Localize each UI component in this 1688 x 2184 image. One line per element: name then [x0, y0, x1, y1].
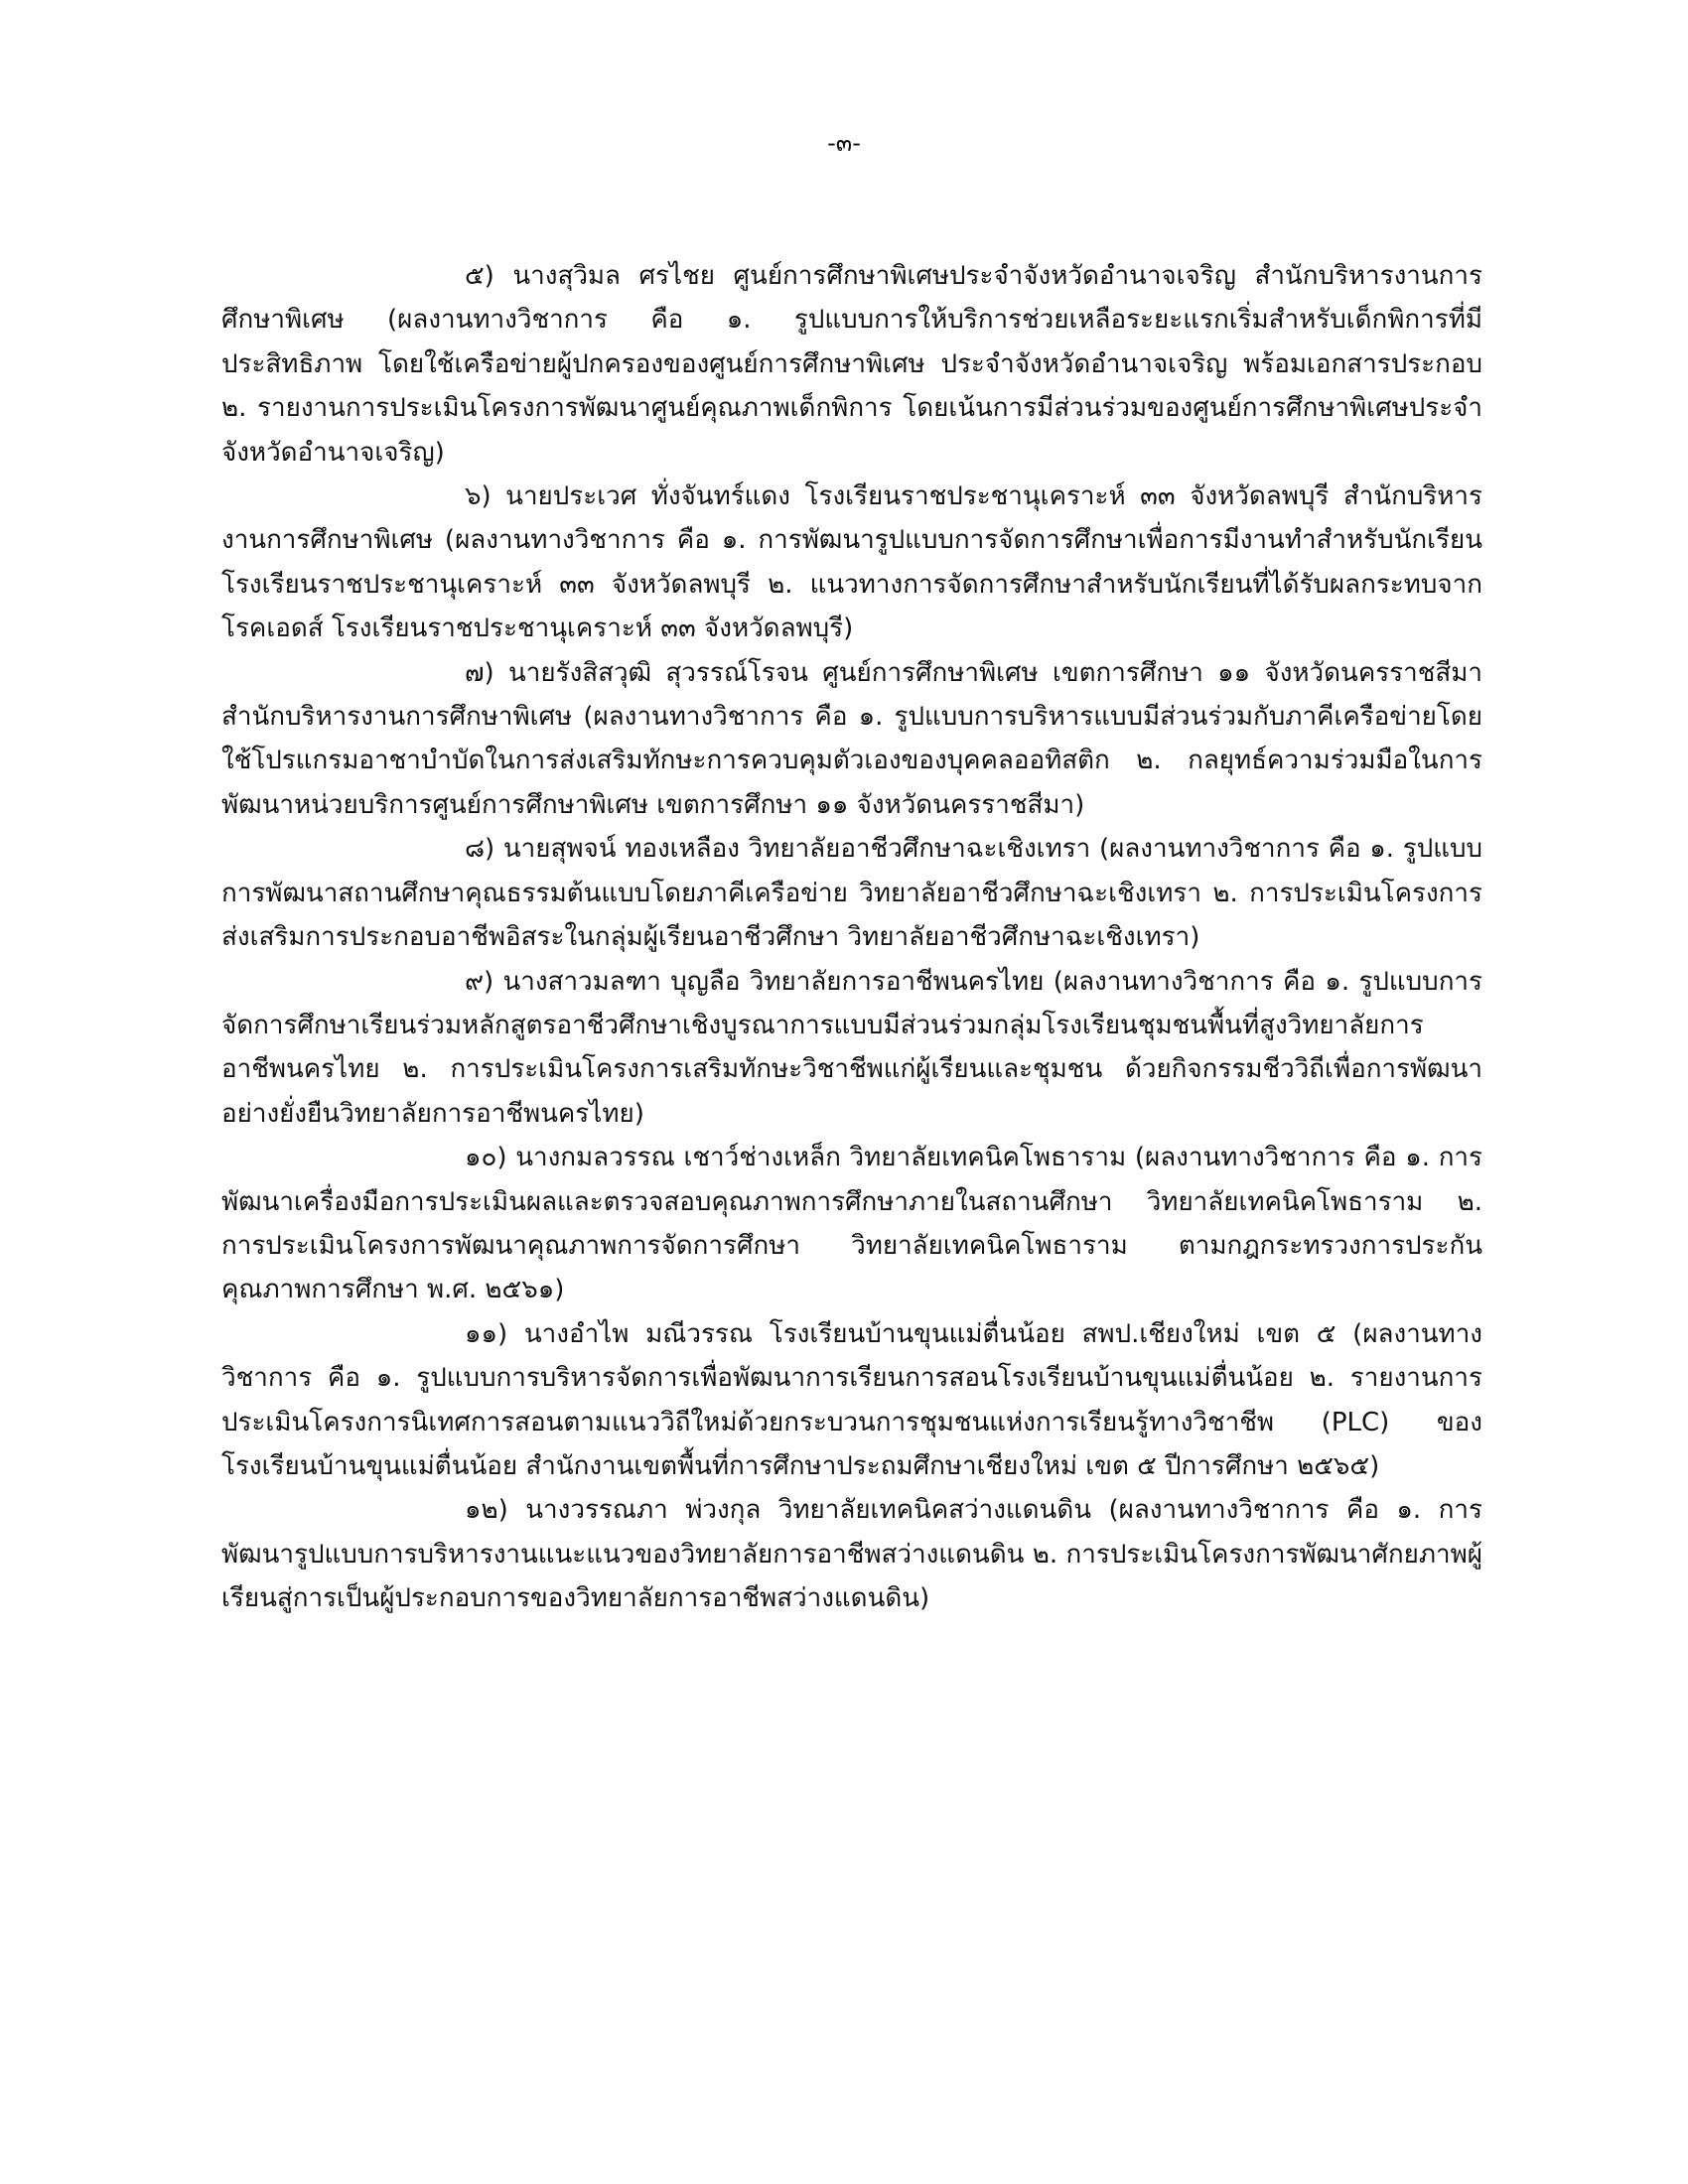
list-item-6: ๖) นายประเวศ ทั่งจันทร์แดง โรงเรียนราชประชานุเคราะห์ ๓๓ จังหวัดลพบุรี สำนักบริหารงานการศึกษาพิเศษ (ผลงานทางวิชาการ คือ ๑. การพัฒนารูปแบบการจัดการศึกษาเพื่อการมีงานทำสำหรับนักเรียนโรงเรียนราชประชานุเคราะห์ ๓๓ จังหวัดลพบุรี ๒. แนวทางการจัดการศึกษาสำหรับนักเรียนที่ได้รับผลกระทบจากโรคเอดส์ โรงเรียนราชประชานุเคราะห์ ๓๓ จังหวัดลพบุรี): [221, 481, 1482, 644]
list-item-8: ๘) นายสุพจน์ ทองเหลือง วิทยาลัยอาชีวศึกษาฉะเชิงเทรา (ผลงานทางวิชาการ คือ ๑. รูปแบบการพัฒนาสถานศึกษาคุณธรรมต้นแบบโดยภาคีเครือข่าย วิทยาลัยอาชีวศึกษาฉะเชิงเทรา ๒. การประเมินโครงการส่งเสริมการประกอบอาชีพอิสระในกลุ่มผู้เรียนอาชีวศึกษา วิทยาลัยอาชีวศึกษาฉะเชิงเทรา): [221, 834, 1482, 953]
page-number: -๓-: [827, 129, 861, 157]
list-item-10: ๑๐) นางกมลวรรณ เชาว์ช่างเหล็ก วิทยาลัยเทคนิคโพธาราม (ผลงานทางวิชาการ คือ ๑. การพัฒนาเครื่องมือการประเมินผลและตรวจสอบคุณภาพการศึกษาภายในสถานศึกษา วิทยาลัยเทคนิคโพธาราม ๒. การประเมินโครงการพัฒนาคุณภาพการจัดการศึกษา วิทยาลัยเทคนิคโพธาราม ตามกฎกระทรวงการประกันคุณภาพการศึกษา พ.ศ. ๒๕๖๑): [221, 1143, 1482, 1305]
document-body: [221, 254, 1482, 1621]
list-item-5: ๕) นางสุวิมล ศรไชย ศูนย์การศึกษาพิเศษประจำจังหวัดอำนาจเจริญ สำนักบริหารงานการศึกษาพิเศษ (ผลงานทางวิชาการ คือ ๑. รูปแบบการให้บริการช่วยเหลือระยะแรกเริ่มสำหรับเด็กพิการที่มีประสิทธิภาพ โดยใช้เครือข่ายผู้ปกครองของศูนย์การศึกษาพิเศษ ประจำจังหวัดอำนาจเจริญ พร้อมเอกสารประกอบ ๒. รายงานการประเมินโครงการพัฒนาศูนย์คุณภาพเด็กพิการ โดยเน้นการมีส่วนร่วมของศูนย์การศึกษาพิเศษประจำจังหวัดอำนาจเจริญ): [221, 261, 1482, 468]
list-item-11: ๑๑) นางอำไพ มณีวรรณ โรงเรียนบ้านขุนแม่ตื่นน้อย สพป.เชียงใหม่ เขต ๕ (ผลงานทางวิชาการ คือ ๑. รูปแบบการบริหารจัดการเพื่อพัฒนาการเรียนการสอนโรงเรียนบ้านขุนแม่ตื่นน้อย ๒. รายงานการประเมินโครงการนิเทศการสอนตามแนววิถีใหม่ด้วยกระบวนการชุมชนแห่งการเรียนรู้ทางวิชาชีพ (PLC) ของโรงเรียนบ้านขุนแม่ตื่นน้อย สำนักงานเขตพื้นที่การศึกษาประถมศึกษาเชียงใหม่ เขต ๕ ปีการศึกษา ๒๕๖๕): [221, 1318, 1482, 1481]
list-item-12: ๑๒) นางวรรณภา พ่วงกุล วิทยาลัยเทคนิคสว่างแดนดิน (ผลงานทางวิชาการ คือ ๑. การพัฒนารูปแบบการบริหารงานแนะแนวของวิทยาลัยการอาชีพสว่างแดนดิน ๒. การประเมินโครงการพัฒนาศักยภาพผู้เรียนสู่การเป็นผู้ประกอบการของวิทยาลัยการอาชีพสว่างแดนดิน): [221, 1495, 1482, 1614]
list-item-9: ๙) นางสาวมลฑา บุญลือ วิทยาลัยการอาชีพนครไทย (ผลงานทางวิชาการ คือ ๑. รูปแบบการจัดการศึกษาเรียนร่วมหลักสูตรอาชีวศึกษาเชิงบูรณาการแบบมีส่วนร่วมกลุ่มโรงเรียนชุมชนพื้นที่สูงวิทยาลัยการอาชีพนครไทย ๒. การประเมินโครงการเสริมทักษะวิชาชีพแก่ผู้เรียนและชุมชน ด้วยกิจกรรมชีววิถีเพื่อการพัฒนาอย่างยั่งยืนวิทยาลัยการอาชีพนครไทย): [221, 966, 1482, 1129]
list-item-7: ๗) นายรังสิสวุฒิ สุวรรณ์โรจน ศูนย์การศึกษาพิเศษ เขตการศึกษา ๑๑ จังหวัดนครราชสีมาสำนักบริหารงานการศึกษาพิเศษ (ผลงานทางวิชาการ คือ ๑. รูปแบบการบริหารแบบมีส่วนร่วมกับภาคีเครือข่ายโดยใช้โปรแกรมอาชาบำบัดในการส่งเสริมทักษะการควบคุมตัวเองของบุคคลออทิสติก ๒. กลยุทธ์ความร่วมมือในการพัฒนาหน่วยบริการศูนย์การศึกษาพิเศษ เขตการศึกษา ๑๑ จังหวัดนครราชสีมา): [221, 657, 1482, 820]
